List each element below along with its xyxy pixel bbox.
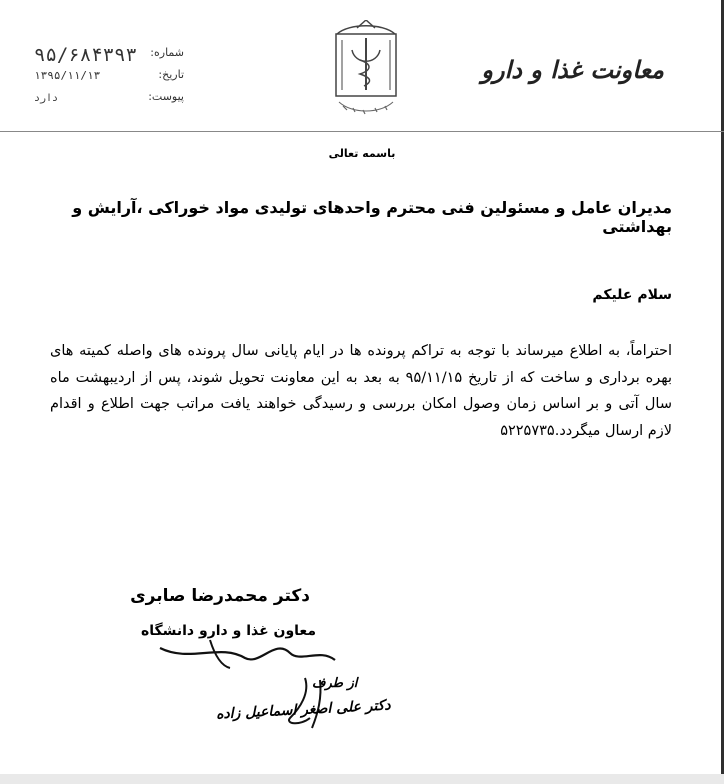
university-logo — [327, 20, 405, 118]
letter-meta — [30, 44, 190, 114]
attachment-value: دارد — [34, 93, 59, 104]
deputy-signature-name: دکتر علی اصغر اسماعیل زاده — [215, 697, 391, 723]
greeting: سلام علیکم — [592, 287, 672, 303]
recipient-line: مدیران عامل و مسئولین فنی محترم واحدهای تولیدی مواد خوراکی ،آرایش و بهداشتی — [72, 198, 672, 236]
letterhead-title: معاونت غذا و دارو — [481, 55, 664, 84]
basmala: باسمه تعالی — [328, 147, 396, 160]
on-behalf-note: از طرف — [312, 676, 358, 691]
window-frame-bottom — [0, 774, 724, 784]
letter-body: احتراماً، به اطلاع میرساند با توجه به تراکم پرونده ها در ایام پایانی سال پرونده های واصله کمیته های بهره برداری و ساخت که از تاریخ ۹۵/۱۱/۱۵ به بعد به این معاونت تحویل شوند، پس از اردیبهشت ماه سال آتی و بر اساس زمان وصول امکان بررسی و رسیدگی خواهند یافت مراتب جهت اطلاع و اقدام لازم ارسال میگردد.۵۲۲۵۷۳۵ — [50, 343, 672, 439]
handwritten-signature — [150, 618, 410, 738]
header-divider — [0, 131, 724, 132]
signer-title: معاون غذا و دارو دانشگاه — [140, 623, 316, 639]
number-label: شماره: — [150, 46, 184, 59]
attachment-label: پیوست: — [148, 90, 184, 103]
letter-date: ۱۳۹۵/۱۱/۱۳ — [34, 69, 101, 82]
signer-name: دکتر محمدرضا صابری — [130, 586, 310, 606]
letter-number: ۹۵/۶۸۴۳۹۳ — [34, 44, 137, 66]
date-label: تاریخ: — [158, 68, 184, 81]
